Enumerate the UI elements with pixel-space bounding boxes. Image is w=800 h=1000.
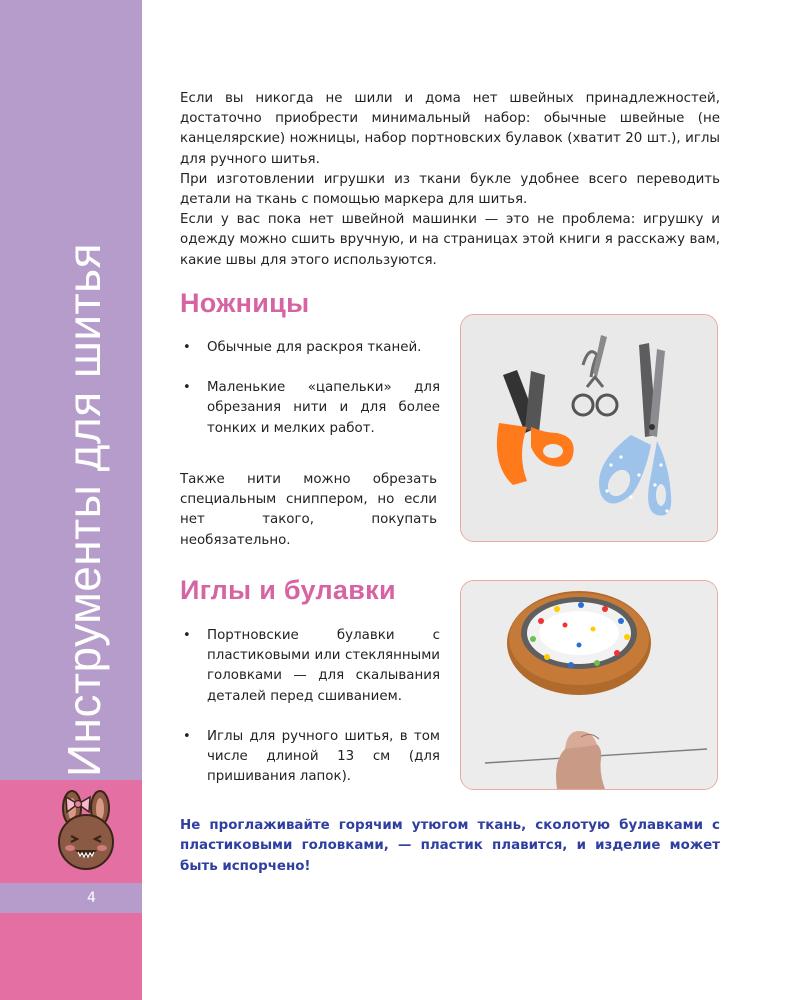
list-item: • Маленькие «цапельки» для обрезания нити и для более тонких и мелких работ. (180, 378, 440, 439)
bunny-mascot-icon (48, 788, 124, 874)
list-item: • Иглы для ручного шитья, в том числе длиной 13 см (для пришивания лапок). (180, 727, 440, 788)
scissors-list (180, 338, 440, 459)
intro-paragraph: При изготовлении игрушки из ткани букле удобнее всего переводить детали на ткань с помощью маркера для шитья. (180, 171, 720, 208)
snipper-note: Также нити можно обрезать специальным сниппером, но если нет такого, покупать необязательно. (180, 472, 437, 548)
list-item: • Портновские булавки с пластиковыми или стеклянными головками — для скалывания деталей перед сшиванием. (180, 626, 440, 707)
chapter-title: Инструменты для шитья (58, 242, 110, 778)
section-heading-scissors: Ножницы (180, 288, 310, 318)
pincushion-photo (460, 580, 718, 790)
page-number: 4 (87, 890, 96, 906)
section-heading-needles: Иглы и булавки (180, 575, 396, 605)
intro-paragraph: Если вы никогда не шили и дома нет швейных принадлежностей, достаточно приобрести минимальный набор: обычные швейные (не канцелярские) ножницы, набор портновских булавок (хватит 20 шт.), иглы для ручного шитья. (180, 91, 720, 167)
pincushion-illustration (461, 581, 717, 789)
list-item: • Обычные для раскроя тканей. (180, 338, 440, 358)
intro-paragraph: Если у вас пока нет швейной машинки — это не проблема: игрушку и одежду можно сшить вручную, и на страницах этой книги я расскажу вам, какие швы для этого используются. (180, 212, 720, 268)
needles-list (180, 626, 440, 807)
warning-note: Не проглаживайте горячим утюгом ткань, сколотую булавками с пластиковыми головками, — пластик плавится, и изделие может быть испорчено! (180, 818, 720, 874)
sidebar-bottom-band (0, 913, 142, 1000)
sidebar (0, 0, 142, 1000)
scissors-photo (460, 314, 718, 542)
page-number-band (0, 883, 142, 913)
intro-text (180, 89, 720, 271)
scissors-illustration (461, 315, 717, 541)
